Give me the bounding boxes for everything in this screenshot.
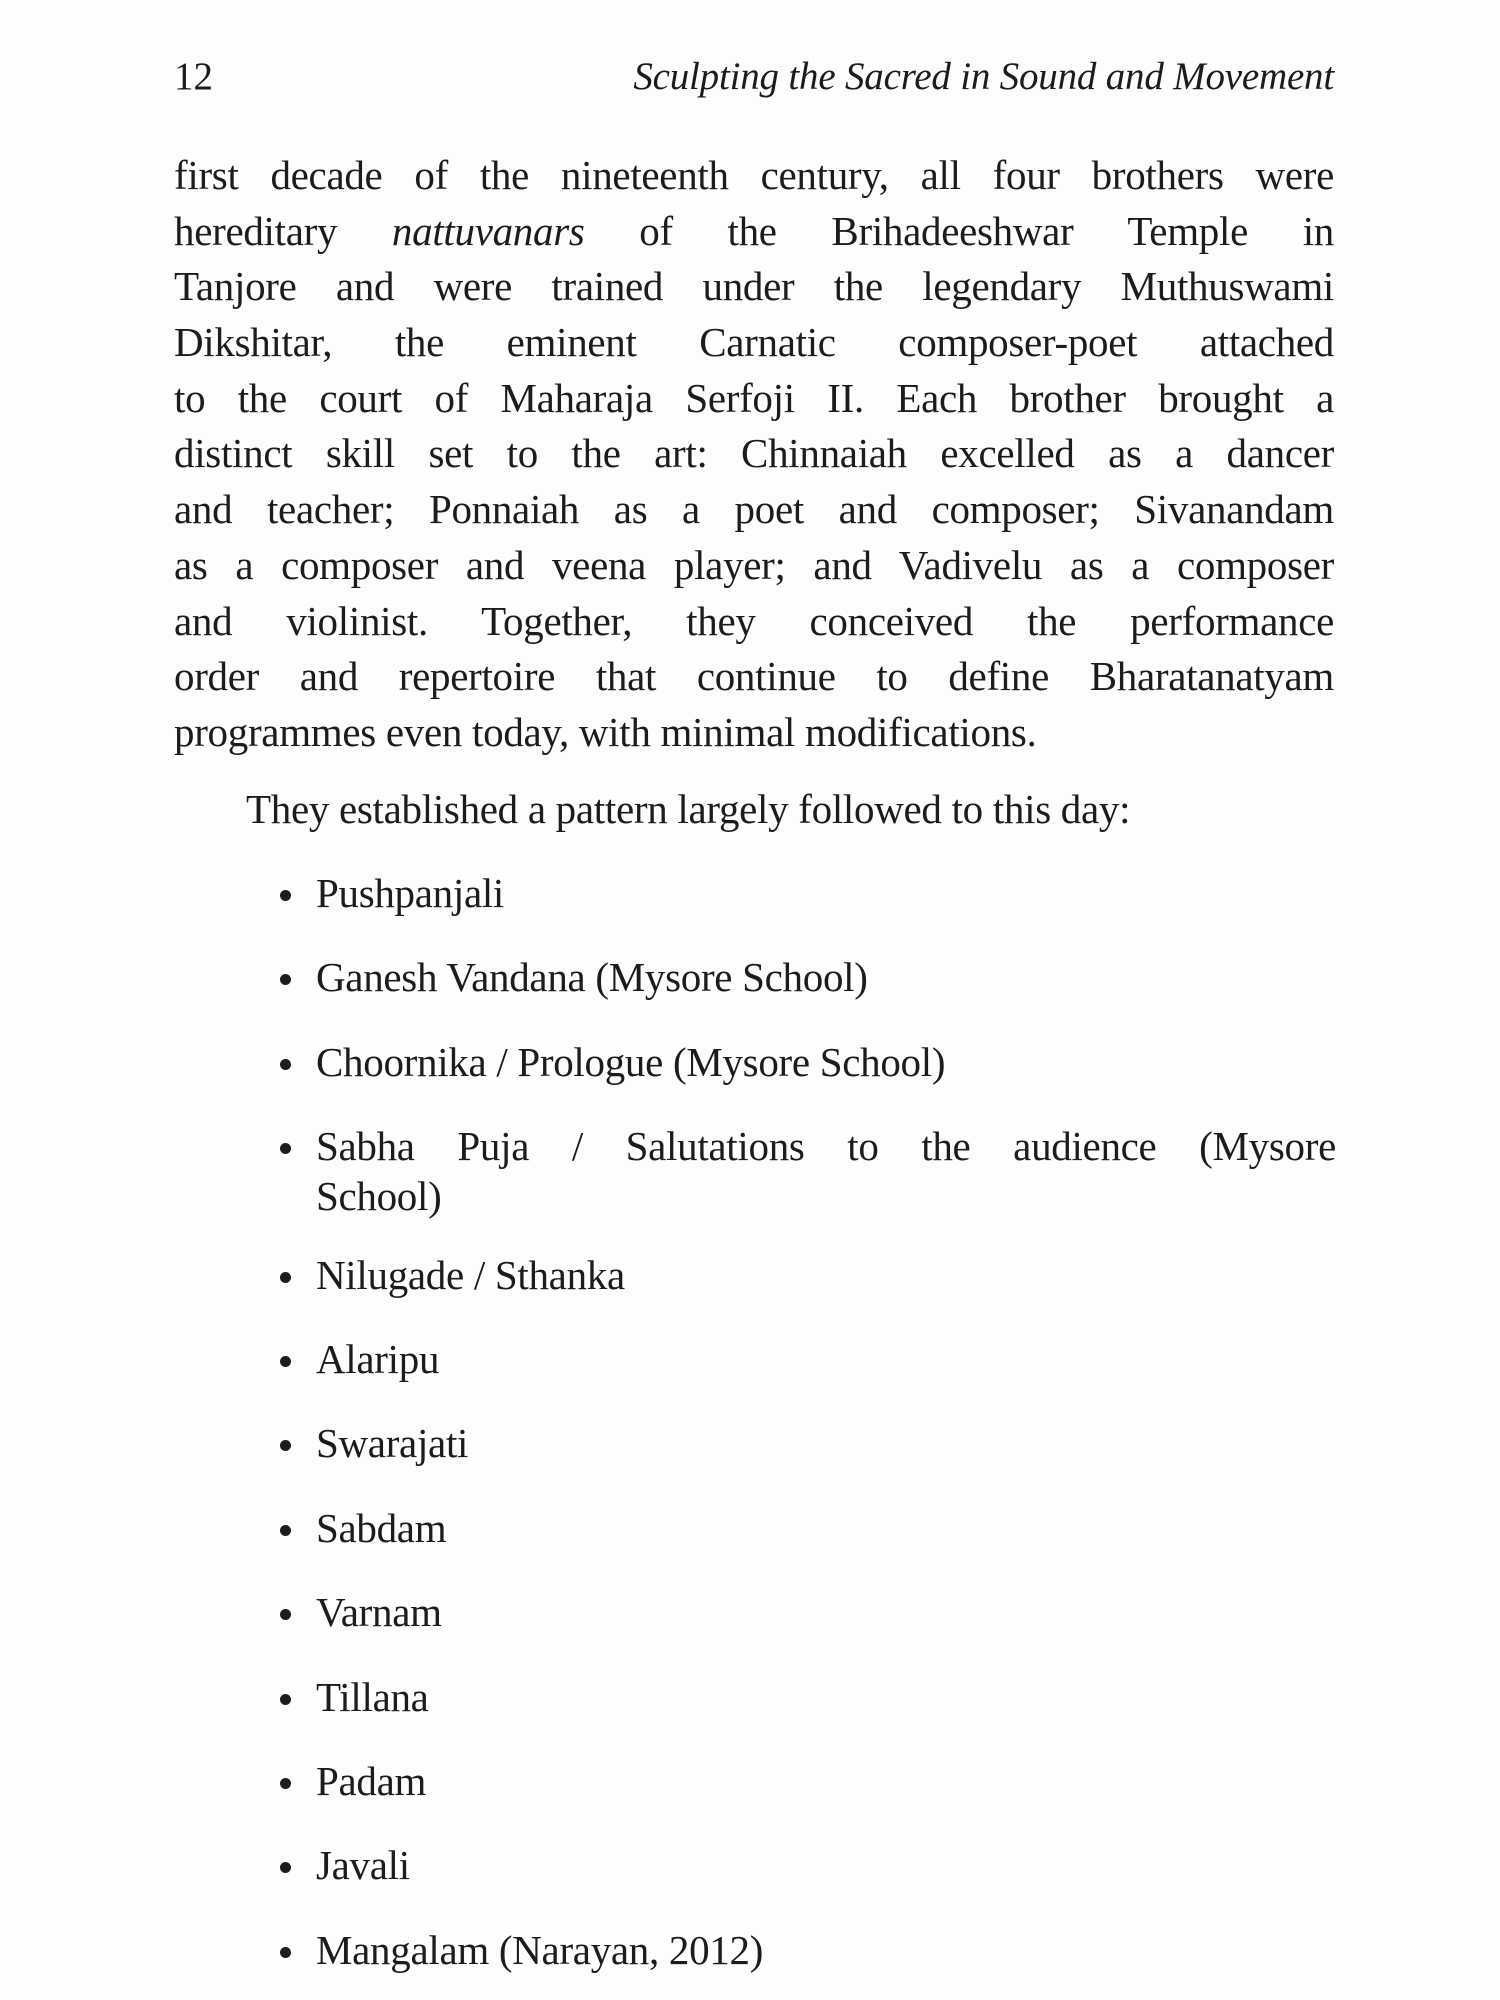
text-segment: as a composer and veena player; and Vadivelu as a composer bbox=[174, 541, 1334, 588]
paragraph-line bbox=[174, 594, 1334, 650]
list-item-text bbox=[316, 1672, 1336, 1722]
list-item-line: Swarajati bbox=[316, 1420, 469, 1467]
list-item-text bbox=[316, 1121, 1336, 1221]
list-item-line: Choornika / Prologue (Mysore School) bbox=[316, 1038, 946, 1085]
paragraph-line bbox=[174, 315, 1334, 371]
text-segment: Dikshitar, the eminent Carnatic composer-poet attached bbox=[174, 319, 1334, 366]
italic-term: nattuvanars bbox=[391, 207, 585, 254]
text-segment: hereditary bbox=[174, 207, 392, 254]
running-head bbox=[174, 52, 1334, 102]
text-segment: Tanjore and were trained under the legendary Muthuswami bbox=[174, 263, 1334, 310]
list-item-text bbox=[316, 1418, 1336, 1468]
list-item-text bbox=[316, 1250, 1336, 1300]
list-item-text bbox=[316, 952, 1336, 1002]
list-lead-in: They established a pattern largely followed to this day: bbox=[246, 786, 1131, 832]
text-segment: first decade of the nineteenth century, all four brothers were bbox=[174, 152, 1334, 198]
text-segment: to the court of Maharaja Serfoji II. Each brother brought a bbox=[174, 374, 1334, 421]
text-segment: programmes even today, with minimal modifications. bbox=[174, 708, 1037, 755]
list-item-line: Mangalam (Narayan, 2012) bbox=[316, 1926, 764, 1973]
text-segment: and teacher; Ponnaiah as a poet and composer; Sivanandam bbox=[174, 486, 1334, 533]
list-item-line: Padam bbox=[316, 1758, 427, 1804]
list-item-line: Pushpanjali bbox=[316, 870, 505, 916]
list-item-text bbox=[316, 1925, 1336, 1975]
paragraph-line bbox=[174, 649, 1334, 705]
list-item-text bbox=[316, 1037, 1336, 1087]
body-paragraph bbox=[174, 148, 1334, 761]
paragraph-line bbox=[174, 259, 1334, 315]
list-item-line: Ganesh Vandana (Mysore School) bbox=[316, 954, 868, 1001]
text-segment: and violinist. Together, they conceived the performance bbox=[174, 597, 1334, 644]
paragraph-line bbox=[174, 371, 1334, 427]
text-segment: distinct skill set to the art: Chinnaiah excelled as a dancer bbox=[174, 430, 1334, 477]
list-item-line: Alaripu bbox=[316, 1336, 440, 1382]
list-item-line: Sabha Puja / Salutations to the audience (Mysore bbox=[316, 1123, 1336, 1170]
paragraph-line bbox=[174, 204, 1334, 260]
list-item-text bbox=[316, 1503, 1336, 1553]
paragraph-line bbox=[174, 705, 1334, 761]
list-item-line: School) bbox=[316, 1173, 442, 1220]
list-item-text bbox=[316, 1334, 1336, 1384]
list-item-line: Varnam bbox=[316, 1589, 442, 1636]
paragraph-line bbox=[174, 148, 1334, 204]
list-item-text bbox=[316, 1587, 1336, 1637]
page-number: 12 bbox=[174, 55, 213, 98]
list-item-line: Sabdam bbox=[316, 1504, 447, 1551]
paragraph-line bbox=[174, 538, 1334, 594]
list-item-text bbox=[316, 1840, 1336, 1890]
paragraph-line bbox=[174, 426, 1334, 482]
paragraph-line bbox=[174, 482, 1334, 538]
list-item-text bbox=[316, 1756, 1336, 1806]
text-segment: of the Brihadeeshwar Temple in bbox=[584, 207, 1334, 254]
list-item-line: Tillana bbox=[316, 1673, 429, 1720]
text-segment: order and repertoire that continue to define Bharatanatyam bbox=[174, 653, 1334, 700]
list-item-text bbox=[316, 868, 1336, 918]
list-item-line: Javali bbox=[316, 1842, 410, 1889]
running-title: Sculpting the Sacred in Sound and Movement bbox=[633, 55, 1334, 98]
list-item-line: Nilugade / Sthanka bbox=[316, 1251, 625, 1298]
